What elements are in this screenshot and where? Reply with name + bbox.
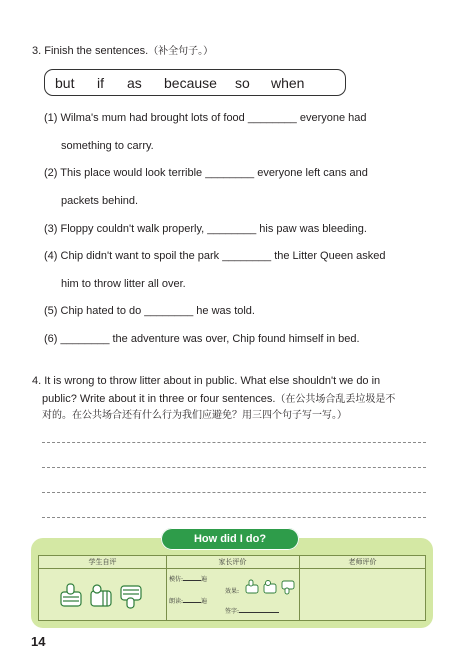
page-number: 14 [31, 634, 46, 649]
imitate-field [169, 574, 207, 583]
question-3-title-cn: （补全句子。） [148, 46, 214, 57]
read-label: 朗读: [169, 598, 184, 605]
question-4-line1: 4. It is wrong to throw litter about in public. What else shouldn't we do in [32, 375, 381, 387]
sign-label: 签字: [225, 608, 240, 615]
read-unit: 遍 [201, 598, 208, 605]
sentence-4-line2: him to throw litter all over. [61, 278, 186, 290]
thumbs-up-icon [61, 584, 81, 606]
sentence-3: (3) Floppy couldn't walk properly, ________ his paw was bleeding. [44, 223, 367, 235]
header-parent: 家长评价 [218, 558, 247, 566]
sentence-2-line2: packets behind. [61, 195, 139, 207]
word-bank-item: when [271, 75, 305, 91]
how-did-i-do-badge: How did I do? [161, 528, 299, 550]
read-blank[interactable] [183, 602, 201, 603]
word-bank-item: because [164, 75, 217, 91]
word-bank-item: as [127, 75, 142, 91]
read-field [169, 596, 207, 605]
sentence-1-line1: (1) Wilma's mum had brought lots of food ________ everyone had [44, 112, 367, 124]
word-bank [44, 69, 346, 96]
question-3-title [32, 42, 213, 57]
thumbs-down-icon [121, 586, 141, 608]
imitate-label: 模仿: [169, 576, 184, 583]
imitate-blank[interactable] [183, 580, 201, 581]
writing-line[interactable] [42, 517, 426, 518]
sentence-4-line1: (4) Chip didn't want to spoil the park ________ the Litter Queen asked [44, 250, 386, 262]
header-teacher: 老师评价 [348, 558, 377, 566]
word-bank-item: so [235, 75, 250, 91]
ok-hand-icon [91, 585, 111, 606]
question-4-line3-cn: 对的。在公共场合还有什么行为我们应避免？用三四个句子写一写。） [42, 410, 347, 421]
sign-field [225, 606, 279, 615]
sentence-1-line2: something to carry. [61, 140, 154, 152]
parent-rating-icons [245, 579, 297, 595]
header-student: 学生自评 [88, 558, 117, 566]
question-4-line2-text: public? Write about it in three or four sentences. [42, 393, 276, 405]
sentence-5: (5) Chip hated to do ________ he was told. [44, 305, 255, 317]
writing-line[interactable] [42, 442, 426, 443]
question-3-title-text: 3. Finish the sentences. [32, 45, 149, 57]
writing-line[interactable] [42, 492, 426, 493]
writing-line[interactable] [42, 467, 426, 468]
question-4-line2-cn: （在公共场合乱丢垃圾是不 [275, 394, 396, 405]
sign-blank[interactable] [239, 612, 279, 613]
word-bank-item: if [97, 75, 104, 91]
table-divider [39, 568, 425, 569]
sentence-2-line1: (2) This place would look terrible ________ everyone left cans and [44, 167, 368, 179]
word-bank-item: but [55, 75, 75, 91]
imitate-unit: 遍 [201, 576, 208, 583]
student-rating-icons [59, 582, 149, 610]
sentence-6: (6) ________ the adventure was over, Chip found himself in bed. [44, 333, 360, 345]
question-4-line2 [42, 390, 395, 405]
small-hand-icons [245, 579, 297, 595]
effect-label: 效果: [225, 588, 240, 595]
hand-rating-icons [59, 582, 149, 610]
evaluation-table [38, 555, 426, 621]
